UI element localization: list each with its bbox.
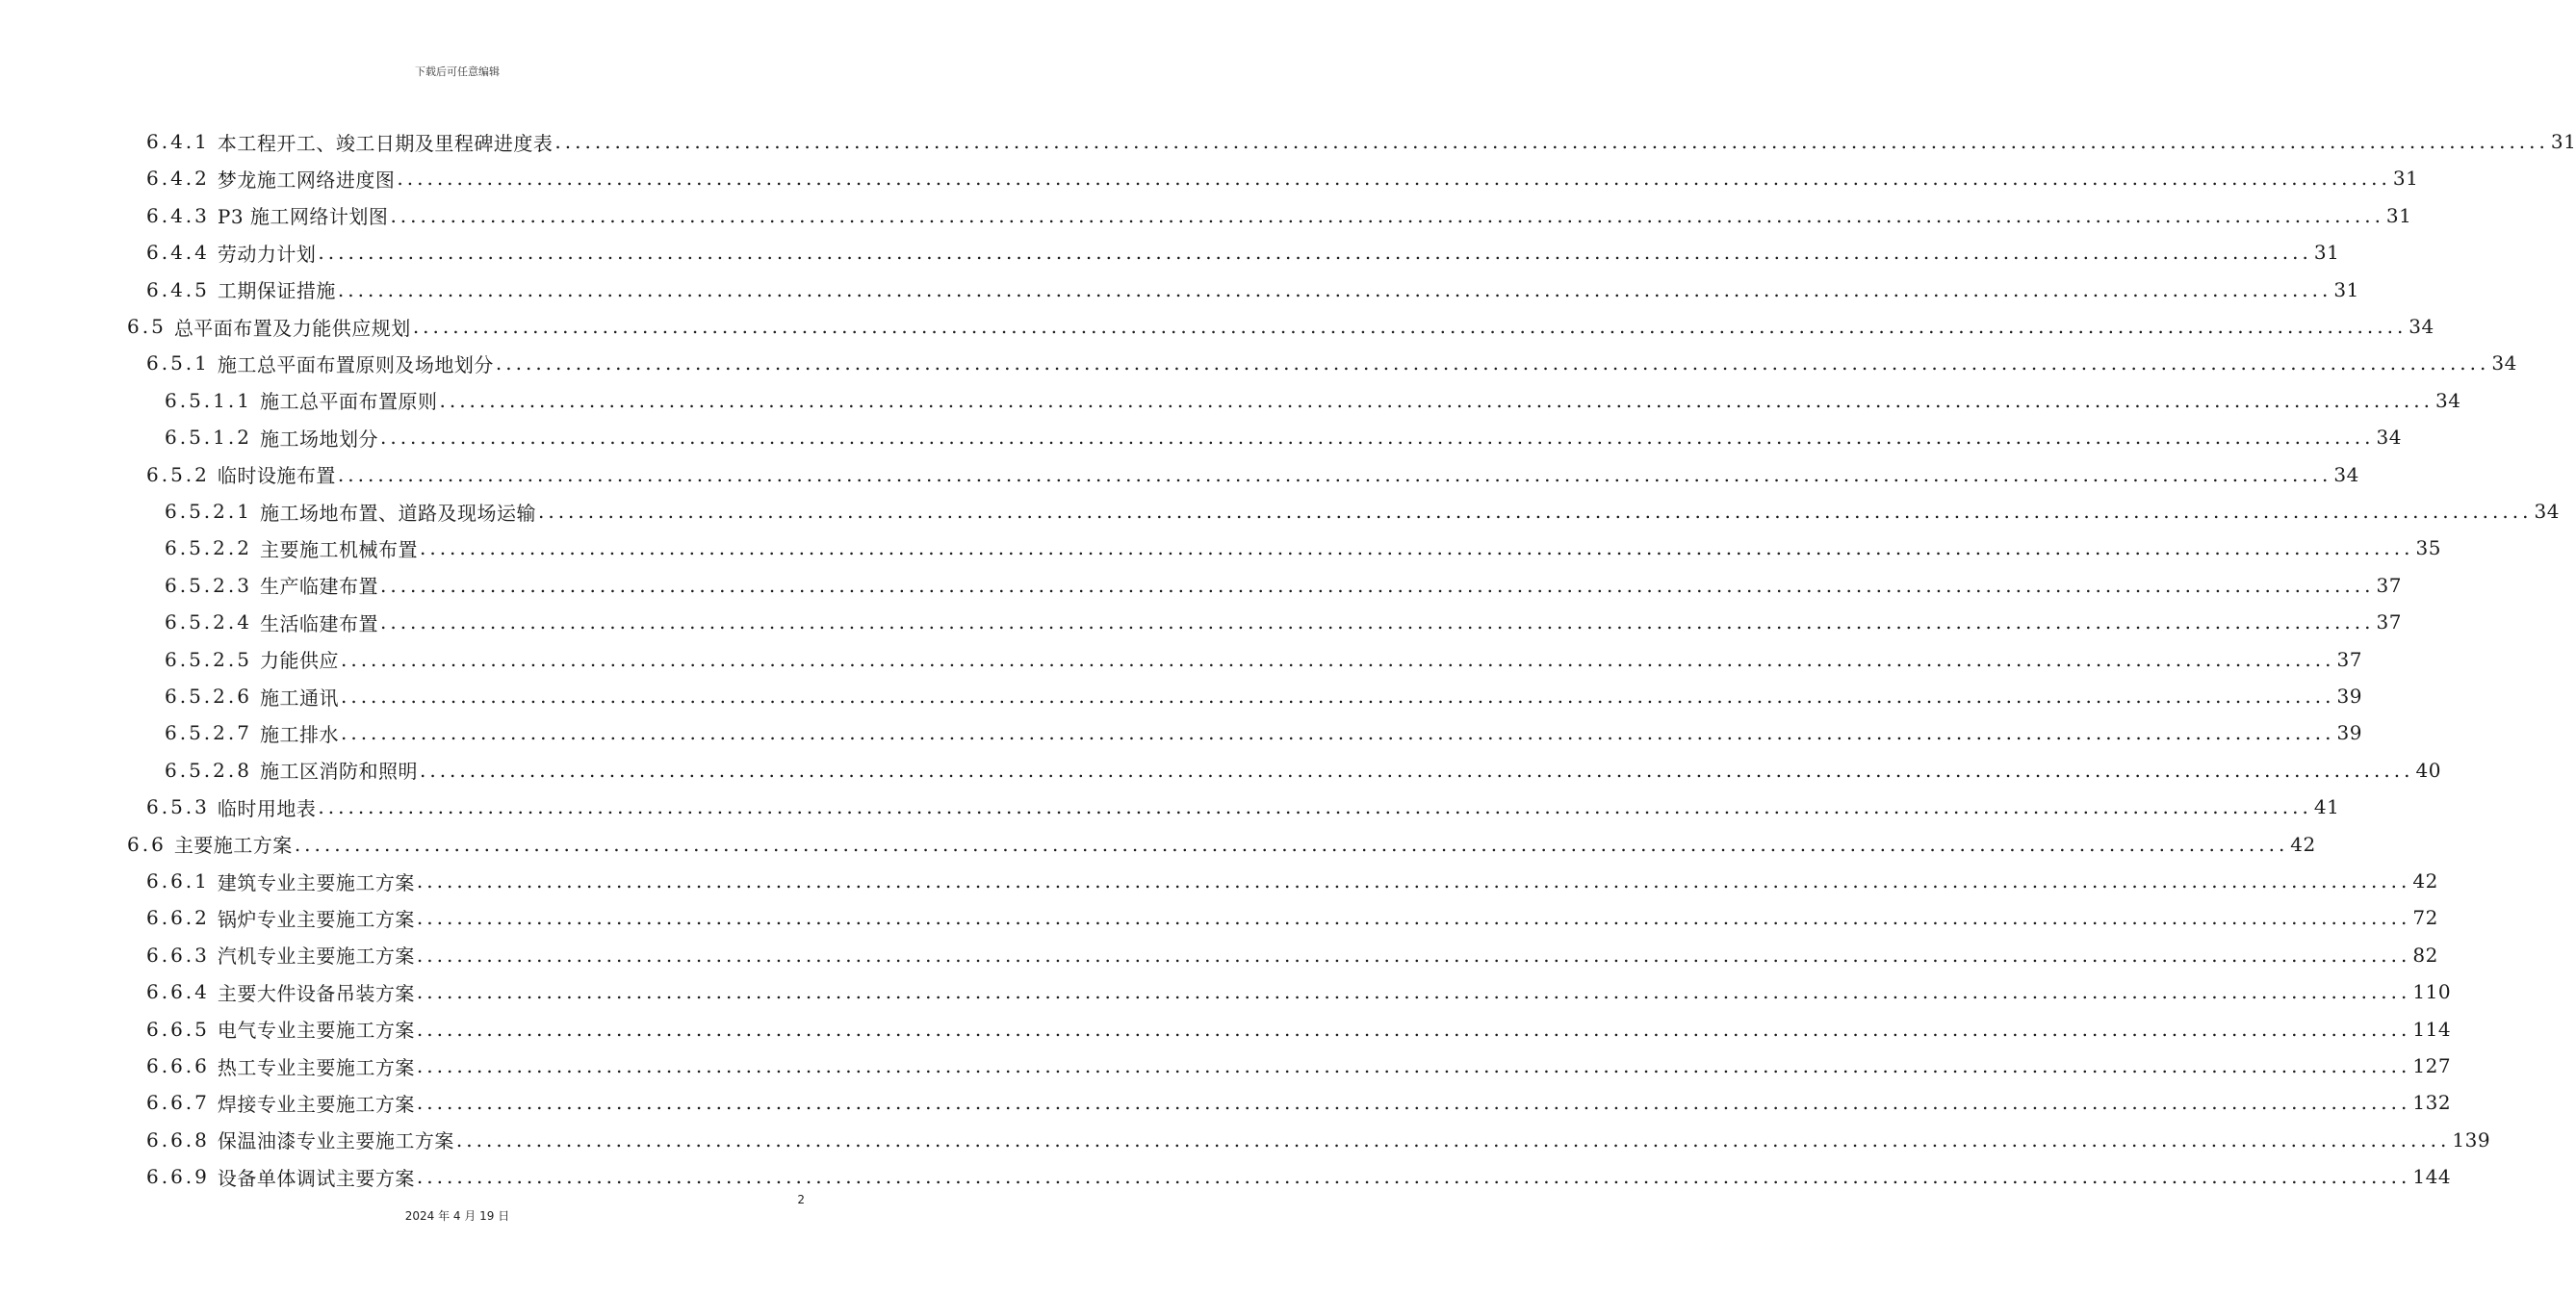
- toc-entry-page: 127: [2412, 1054, 2452, 1077]
- toc-entry[interactable]: [165, 641, 2362, 678]
- toc-entry-title: 施工区消防和照明: [259, 760, 418, 784]
- toc-entry-number: 6.5.3: [146, 795, 210, 819]
- toc-entry[interactable]: [146, 1158, 2452, 1195]
- toc-entry-title: 本工程开工、竣工日期及里程碑进度表: [217, 131, 554, 155]
- toc-entry[interactable]: [146, 272, 2359, 308]
- toc-entry[interactable]: [165, 678, 2362, 714]
- toc-entry-number: 6.4.4: [146, 241, 210, 265]
- toc-dot-leader: ........................................................................................................................................................................................................: [379, 426, 2375, 450]
- toc-dot-leader: ........................................................................................................................................................................................................: [379, 610, 2375, 634]
- toc-entry-page: 34: [2434, 388, 2461, 412]
- toc-entry-page: 39: [2336, 721, 2362, 745]
- toc-entry-page: 42: [2412, 869, 2438, 893]
- toc-entry-number: 6.5.2.3: [165, 573, 252, 597]
- toc-entry-number: 6.6.6: [146, 1054, 210, 1077]
- toc-entry-page: 72: [2412, 906, 2438, 930]
- toc-entry[interactable]: [165, 752, 2441, 789]
- toc-entry[interactable]: [146, 863, 2438, 899]
- toc-dot-leader: ........................................................................................................................................................................................................: [495, 351, 2490, 375]
- toc-entry-number: 6.4.3: [146, 203, 210, 227]
- toc-entry[interactable]: [146, 160, 2419, 196]
- toc-entry-number: 6.5.2.8: [165, 758, 252, 782]
- toc-entry-number: 6.6.4: [146, 980, 210, 1004]
- toc-dot-leader: ........................................................................................................................................................................................................: [416, 980, 2411, 1004]
- toc-entry-number: 6.6.5: [146, 1017, 210, 1041]
- toc-dot-leader: ........................................................................................................................................................................................................: [537, 500, 2533, 523]
- toc-entry-number: 6.5.2.5: [165, 647, 252, 671]
- toc-entry[interactable]: [146, 899, 2438, 936]
- toc-entry-number: 6.6.2: [146, 906, 210, 930]
- toc-dot-leader: ........................................................................................................................................................................................................: [340, 685, 2335, 708]
- toc-dot-leader: ........................................................................................................................................................................................................: [318, 795, 2312, 819]
- toc-entry[interactable]: [146, 937, 2438, 973]
- toc-entry[interactable]: [146, 789, 2340, 825]
- toc-entry-page: 31: [2392, 167, 2419, 191]
- toc-entry-number: 6.4.5: [146, 277, 210, 301]
- toc-entry-number: 6.6.7: [146, 1091, 210, 1115]
- toc-dot-leader: ........................................................................................................................................................................................................: [340, 647, 2335, 671]
- toc-entry-page: 34: [2534, 500, 2560, 523]
- toc-entry-page: 31: [2385, 203, 2412, 227]
- toc-entry-page: 110: [2412, 980, 2452, 1004]
- toc-entry-page: 42: [2290, 832, 2316, 856]
- toc-dot-leader: ........................................................................................................................................................................................................: [416, 943, 2411, 967]
- toc-entry-page: 31: [2550, 130, 2576, 153]
- toc-dot-leader: ........................................................................................................................................................................................................: [337, 462, 2332, 486]
- toc-dot-leader: ........................................................................................................................................................................................................: [379, 573, 2375, 597]
- toc-entry[interactable]: [165, 604, 2402, 640]
- toc-entry-title: 临时设施布置: [217, 464, 336, 488]
- toc-entry-number: 6.6.3: [146, 943, 210, 967]
- toc-dot-leader: ........................................................................................................................................................................................................: [416, 1054, 2411, 1077]
- toc-entry-page: 37: [2376, 610, 2402, 634]
- toc-entry-page: 34: [2333, 462, 2359, 486]
- toc-entry-page: 132: [2412, 1091, 2452, 1115]
- toc-dot-leader: ........................................................................................................................................................................................................: [318, 241, 2312, 265]
- toc-entry-page: 139: [2452, 1127, 2491, 1152]
- toc-dot-leader: ........................................................................................................................................................................................................: [419, 536, 2414, 560]
- toc-entry[interactable]: [127, 826, 2316, 863]
- toc-entry-page: 82: [2412, 943, 2438, 967]
- toc-entry[interactable]: [146, 1084, 2452, 1121]
- toc-dot-leader: ........................................................................................................................................................................................................: [416, 869, 2411, 893]
- toc-entry[interactable]: [146, 973, 2452, 1010]
- toc-entry[interactable]: [146, 1122, 2491, 1158]
- toc-entry-number: 6.6.8: [146, 1127, 210, 1152]
- toc-entry-title: 工期保证措施: [217, 279, 336, 303]
- toc-entry-title: 劳动力计划: [217, 242, 317, 266]
- toc-entry-page: 35: [2415, 536, 2441, 560]
- toc-entry-number: 6.5.2.2: [165, 536, 252, 560]
- toc-entry-page: 34: [2409, 315, 2434, 338]
- toc-entry-title: 电气专业主要施工方案: [217, 1019, 415, 1043]
- toc-entry-title: 总平面布置及力能供应规划: [173, 316, 411, 340]
- toc-entry-title: 施工场地划分: [259, 427, 378, 451]
- toc-entry-number: 6.5.1: [146, 351, 210, 375]
- toc-entry-title: 施工总平面布置原则及场地划分: [217, 352, 494, 376]
- toc-entry[interactable]: [165, 382, 2461, 419]
- toc-entry-page: 31: [2313, 241, 2340, 265]
- toc-dot-leader: ........................................................................................................................................................................................................: [416, 1165, 2411, 1189]
- toc-dot-leader: ........................................................................................................................................................................................................: [294, 832, 2289, 856]
- toc-entry-number: 6.6: [127, 832, 167, 856]
- toc-entry-title: 热工专业主要施工方案: [217, 1055, 415, 1079]
- toc-entry-page: 114: [2412, 1017, 2452, 1041]
- toc-dot-leader: ........................................................................................................................................................................................................: [340, 721, 2335, 745]
- toc-entry-title: 施工通讯: [259, 686, 339, 710]
- toc-entry-number: 6.5.1.2: [165, 426, 252, 450]
- toc-dot-leader: ........................................................................................................................................................................................................: [397, 167, 2391, 191]
- toc-entry-page: 31: [2333, 277, 2359, 301]
- toc-dot-leader: ........................................................................................................................................................................................................: [390, 203, 2384, 227]
- toc-entry-title: 施工排水: [259, 722, 339, 746]
- toc-entry-title: 锅炉专业主要施工方案: [217, 907, 415, 931]
- toc-entry-title: P3 施工网络计划图: [217, 205, 389, 229]
- toc-entry-number: 6.5.2.4: [165, 610, 252, 634]
- toc-entry[interactable]: [165, 530, 2441, 566]
- toc-entry-number: 6.5.2.1: [165, 500, 252, 523]
- toc-entry-page: 37: [2336, 647, 2362, 671]
- toc-entry[interactable]: [146, 1048, 2452, 1084]
- page-number: 2: [797, 1193, 805, 1206]
- toc-entry-title: 临时用地表: [217, 796, 317, 820]
- toc-entry-number: 6.6.9: [146, 1165, 210, 1189]
- toc-entry[interactable]: [146, 345, 2517, 381]
- toc-entry[interactable]: [146, 456, 2359, 493]
- toc-entry-title: 力能供应: [259, 649, 339, 673]
- toc-entry-title: 施工场地布置、道路及现场运输: [259, 501, 536, 525]
- toc-entry[interactable]: [165, 419, 2402, 455]
- toc-entry[interactable]: [146, 234, 2340, 271]
- toc-entry-title: 主要大件设备吊装方案: [217, 981, 415, 1005]
- toc-entry-number: 6.6.1: [146, 869, 210, 893]
- toc-entry[interactable]: [165, 493, 2560, 530]
- toc-entry-number: 6.5: [127, 315, 167, 338]
- toc-entry[interactable]: [165, 567, 2402, 604]
- toc-entry-title: 设备单体调试主要方案: [217, 1166, 415, 1190]
- toc-dot-leader: ........................................................................................................................................................................................................: [416, 906, 2411, 930]
- toc-dot-leader: ........................................................................................................................................................................................................: [439, 388, 2434, 412]
- toc-entry-number: 6.5.2.7: [165, 721, 252, 745]
- toc-entry-number: 6.5.2: [146, 462, 210, 486]
- toc-entry-page: 34: [2376, 426, 2402, 450]
- toc-entry-page: 39: [2336, 685, 2362, 708]
- toc-entry-title: 汽机专业主要施工方案: [217, 945, 415, 969]
- toc-entry-title: 焊接专业主要施工方案: [217, 1092, 415, 1116]
- toc-entry[interactable]: [146, 123, 2576, 160]
- toc-entry-page: 41: [2313, 795, 2340, 819]
- toc-entry-page: 40: [2415, 758, 2441, 782]
- toc-entry-title: 主要施工方案: [173, 834, 293, 858]
- toc-entry-number: 6.4.2: [146, 167, 210, 191]
- toc-dot-leader: ........................................................................................................................................................................................................: [337, 277, 2332, 301]
- toc-entry-number: 6.5.2.6: [165, 685, 252, 708]
- toc-entry-number: 6.5.1.1: [165, 388, 252, 412]
- toc-dot-leader: ........................................................................................................................................................................................................: [416, 1091, 2411, 1115]
- toc-entry-title: 生活临建布置: [259, 611, 378, 635]
- toc-entry[interactable]: [165, 714, 2362, 751]
- toc-entry-title: 保温油漆专业主要施工方案: [217, 1129, 454, 1153]
- toc-dot-leader: ........................................................................................................................................................................................................: [455, 1127, 2451, 1152]
- toc-entry-title: 梦龙施工网络进度图: [217, 168, 396, 192]
- toc-entry[interactable]: [146, 1011, 2452, 1048]
- toc-entry[interactable]: [146, 197, 2412, 234]
- page-header: 下载后可任意编辑: [415, 65, 500, 78]
- toc-entry-title: 施工总平面布置原则: [259, 390, 438, 414]
- toc-dot-leader: ........................................................................................................................................................................................................: [416, 1017, 2411, 1041]
- toc-entry-title: 生产临建布置: [259, 575, 378, 599]
- toc-entry-title: 建筑专业主要施工方案: [217, 870, 415, 894]
- toc-dot-leader: ........................................................................................................................................................................................................: [412, 315, 2408, 338]
- toc-entry-page: 34: [2491, 351, 2517, 375]
- toc-entry[interactable]: [127, 308, 2434, 345]
- toc-dot-leader: ........................................................................................................................................................................................................: [554, 130, 2549, 153]
- toc-dot-leader: ........................................................................................................................................................................................................: [419, 758, 2414, 782]
- toc-entry-page: 144: [2412, 1165, 2452, 1189]
- toc-entry-title: 主要施工机械布置: [259, 537, 418, 561]
- page-footer-date: 2024 年 4 月 19 日: [404, 1209, 510, 1223]
- toc-entry-number: 6.4.1: [146, 130, 210, 153]
- toc-entry-page: 37: [2376, 573, 2402, 597]
